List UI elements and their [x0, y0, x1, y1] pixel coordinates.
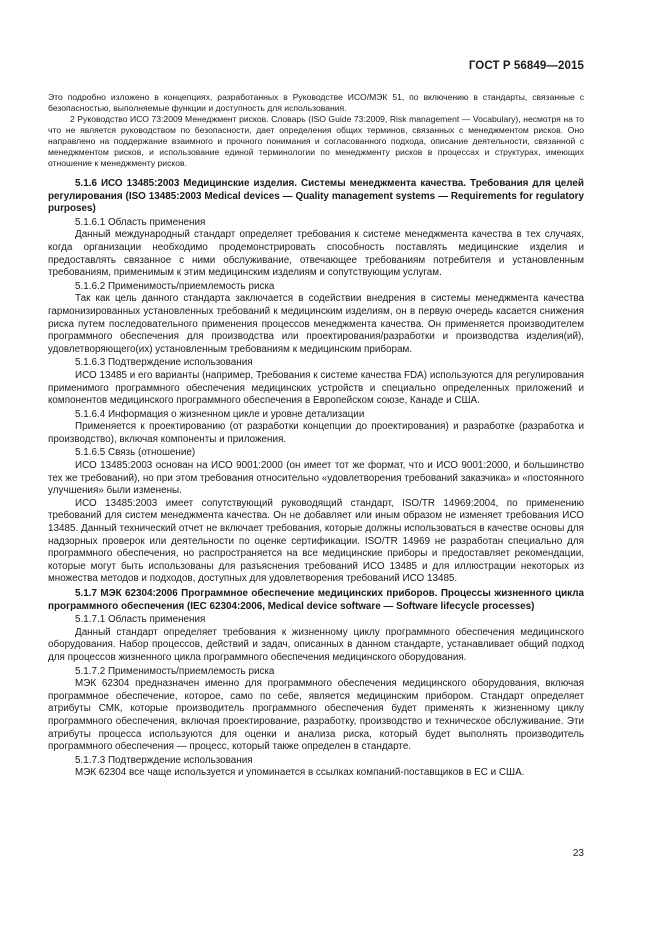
paragraph: МЭК 62304 предназначен именно для программного обеспечения медицинского оборудования, включая программное обеспечение, которое, само по себе, является медицинским прибором. Стандарт определяет атрибуты СМК, которые производитель программного обеспечения будет применять к жизненному циклу программного обеспечения, включая проектирование, разработку, производство и техническое обслуживание. Эти атрибуты процесса используются для оценки и анализа риска, который будет выполнять производитель программного обеспечения — процесс, который также определен в стандарте. [48, 678, 584, 753]
note-paragraph: 2 Руководство ИСО 73:2009 Менеджмент рисков. Словарь (ISO Guide 73:2009, Risk management — Vocabulary), несмотря на то что не является руководством по безопасности, дает определения общих терминов, связанных с менеджментом рисков. Оно направлено на поддержание взаимного и прочного понимания и согласованного подхода, описание деятельности, связанной с менеджментом рисков, и использование единой терминологии по менеджменту рисков в процессах и структурах, имеющих отношение к менеджменту рисков. [48, 114, 584, 168]
subsection-title: 5.1.7.2 Применимость/приемлемость риска [75, 665, 275, 677]
page-number: 23 [572, 848, 584, 859]
subsection-title: 5.1.6.4 Информация о жизненном цикле и уровне детализации [75, 408, 365, 420]
body-text [48, 178, 584, 780]
subsection-title: 5.1.6.1 Область применения [75, 216, 206, 228]
section-heading: 5.1.6 ИСО 13485:2003 Медицинские изделия. Системы менеджмента качества. Требования для целей регулирования (ISO 13485:2003 Medical devices — Quality management systems — Requirements for regulatory purposes) [48, 178, 584, 215]
paragraph: ИСО 13485 и его варианты (например, Требования к системе качества FDA) используются для регулирования применимого программного обеспечения медицинских устройств и специально определенных приложений и компонентов медицинского программного обеспечения в Европейском союзе, Канаде и США. [48, 369, 584, 407]
paragraph: ИСО 13485:2003 основан на ИСО 9001:2000 (он имеет тот же формат, что и ИСО 9001:2000, и большинство тех же требований), но при этом требования относительно «удовлетворения требований заказчика» и «постоянного улучшения» были изменены. [48, 460, 584, 497]
paragraph: ИСО 13485:2003 имеет сопутствующий руководящий стандарт, ISO/TR 14969:2004, по применению требований для систем менеджмента качества. Он не добавляет или иным образом не изменяет требования ИСО 13485. Данный технический отчет не включает требования, которые должны использоваться в качестве основы для надзорных проверок или деятельности по оценке сертификации. ISO/TR 14969 не разработан специально для программного обеспечения, но распространяется на все медицинские приборы и предоставляет рекомендации, которые могут быть использованы для разъяснения требований ИСО 13485 и для иллюстрации некоторых из множества методов и подходов, доступных для удовлетворения требований ИСО 13485. [48, 497, 584, 585]
paragraph: Так как цель данного стандарта заключается в содействии внедрения в системы менеджмента качества гармонизированных установленных требований к медицинским изделиям, он в первую очередь касается снижения риска путем последовательного применения процессов менеджмента качества. Он применяется производителем программного обеспечения для производства или проектирования/разработки и производства изделия(ий), удовлетворяющего(их) установленным требованиям к медицинским приборам. [48, 293, 584, 355]
subsection-title: 5.1.6.2 Применимость/приемлемость риска [75, 280, 275, 292]
paragraph: Данный международный стандарт определяет требования к системе менеджмента качества в тех случаях, когда организации необходимо продемонстрировать способность поставлять медицинские изделия и предоставлять связанное с ними обслуживание, отвечающее требованиям потребителя и установленным требованиям, применимым к этим медицинским изделиям и сопутствующим услугам. [48, 229, 584, 279]
subsection-title: 5.1.7.3 Подтверждение использования [75, 754, 253, 766]
paragraph: Применяется к проектированию (от разработки концепции до проектирования) и разработке (разработка и производство), включая компоненты и приложения. [48, 421, 584, 445]
note-paragraph: Это подробно изложено в концепциях, разработанных в Руководстве ИСО/МЭК 51, по включению в стандарты, связанные с безопасностью, выполняемые функции и доступность для использования. [48, 92, 584, 113]
notes-block [48, 92, 584, 169]
paragraph: Данный стандарт определяет требования к жизненному циклу программного обеспечения медицинского оборудования. Набор процессов, действий и задач, описанных в данном стандарте, устанавливает общий подход для процессов жизненного цикла программного обеспечения медицинского оборудования. [48, 626, 584, 663]
subsection-title: 5.1.6.5 Связь (отношение) [75, 447, 196, 459]
paragraph: МЭК 62304 все чаще используется и упоминается в ссылках компаний-поставщиков в ЕС и США. [75, 767, 525, 779]
document-header: ГОСТ Р 56849—2015 [468, 60, 584, 72]
section-heading: 5.1.7 МЭК 62304:2006 Программное обеспечение медицинских приборов. Процессы жизненного цикла программного обеспечения (IEC 62304:2006, Medical device software — Software lifecycle processes) [48, 588, 584, 612]
page-content [48, 92, 584, 780]
subsection-title: 5.1.6.3 Подтверждение использования [75, 357, 253, 369]
subsection-title: 5.1.7.1 Область применения [75, 614, 206, 626]
